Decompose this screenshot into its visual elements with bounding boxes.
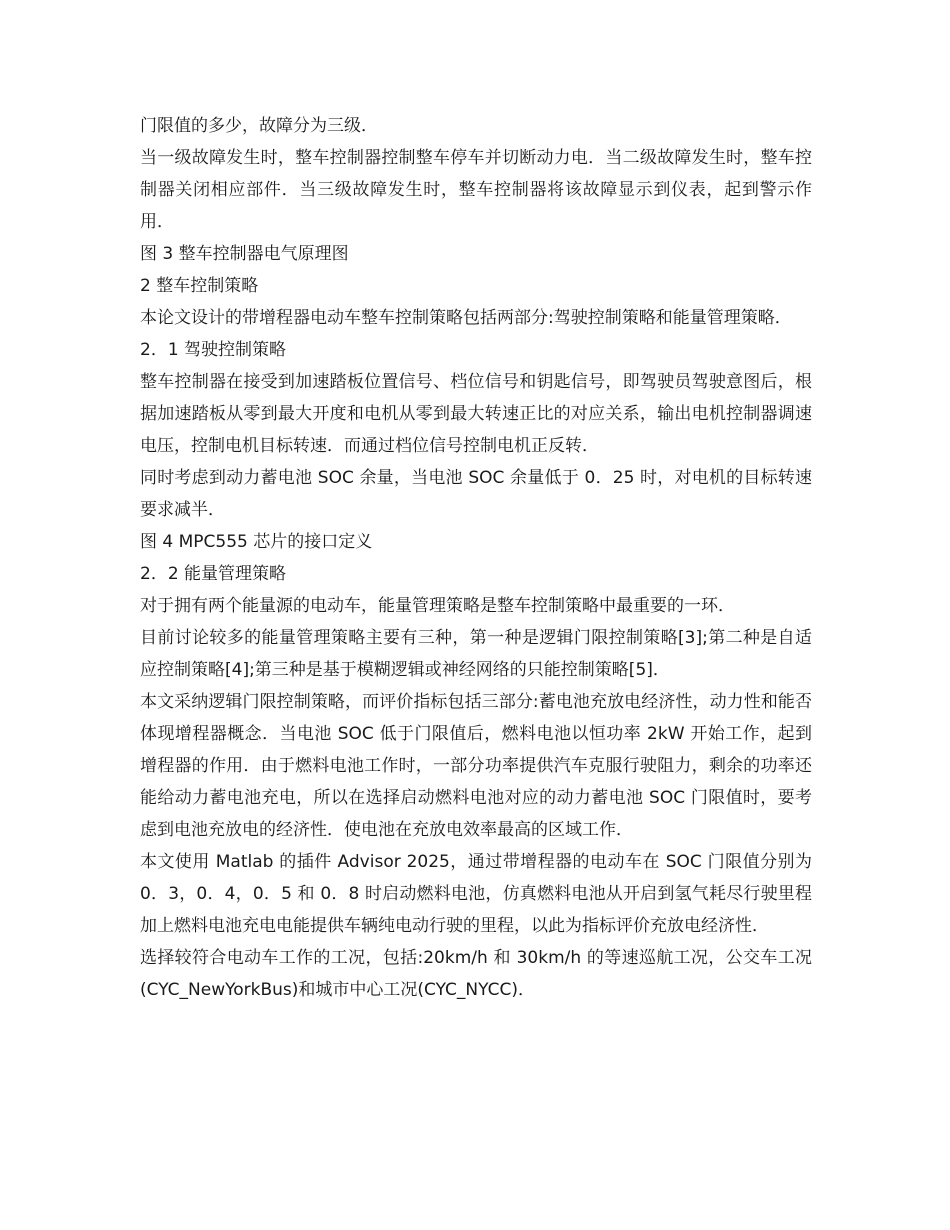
paragraph-driving-cycles: 选择较符合电动车工作的工况，包括:20km/h 和 30km/h 的等速巡航工况，公交车工况(CYC_NewYorkBus)和城市中心工况(CYC_NYCC)． [140,948,812,1000]
figure-caption-4: 图 4 MPC555 芯片的接口定义 [140,532,373,552]
paragraph-fault-handling: 当一级故障发生时，整车控制器控制整车停车并切断动力电．当二级故障发生时，整车控制器关闭相应部件．当三级故障发生时，整车控制器将该故障显示到仪表，起到警示作用． [140,148,812,232]
paragraph-soc-reduction: 同时考虑到动力蓄电池 SOC 余量，当电池 SOC 余量低于 0．25 时，对电机的目标转速要求减半． [140,468,812,520]
paragraph-strategy-overview: 本论文设计的带增程器电动车整车控制策略包括两部分:驾驶控制策略和能量管理策略． [140,308,792,328]
paragraph-driving-control: 整车控制器在接受到加速踏板位置信号、档位信号和钥匙信号，即驾驶员驾驶意图后，根据加速踏板从零到最大开度和电机从零到最大转速正比的对应关系，输出电机控制器调速电压，控制电机目标转速．而通过档位信号控制电机正反转． [140,372,812,456]
paragraph-fault-levels: 门限值的多少，故障分为三级． [140,116,378,136]
paragraph-strategy-types: 目前讨论较多的能量管理策略主要有三种，第一种是逻辑门限控制策略[3];第二种是自适应控制策略[4];第三种是基于模糊逻辑或神经网络的只能控制策略[5]． [140,628,812,680]
section-heading-2: 2 整车控制策略 [140,276,259,296]
subsection-heading-2-2: 2．2 能量管理策略 [140,564,287,584]
paragraph-logic-threshold: 本文采纳逻辑门限控制策略，而评价指标包括三部分:蓄电池充放电经济性，动力性和能否体现增程器概念．当电池 SOC 低于门限值后，燃料电池以恒功率 2kW 开始工作，起到增程器的作用．由于燃料电池工作时，一部分功率提供汽车克服行驶阻力，剩余的功率还能给动力蓄电池充电，所以在选择启动燃料电池对应的动力蓄电池 SOC 门限值时，要考虑到电池充放电的经济性．使电池在充放电效率最高的区域工作． [140,692,812,840]
document-body [140,110,812,1006]
subsection-heading-2-1: 2．1 驾驶控制策略 [140,340,287,360]
figure-caption-3: 图 3 整车控制器电气原理图 [140,244,349,264]
paragraph-advisor-simulation: 本文使用 Matlab 的插件 Advisor 2025，通过带增程器的电动车在 SOC 门限值分别为 0．3，0．4，0．5 和 0．8 时启动燃料电池，仿真燃料电池从开启到氢气耗尽行驶里程加上燃料电池充电电能提供车辆纯电动行驶的里程，以此为指标评价充放电经济性． [140,852,812,936]
paragraph-energy-importance: 对于拥有两个能量源的电动车，能量管理策略是整车控制策略中最重要的一环． [140,596,735,616]
